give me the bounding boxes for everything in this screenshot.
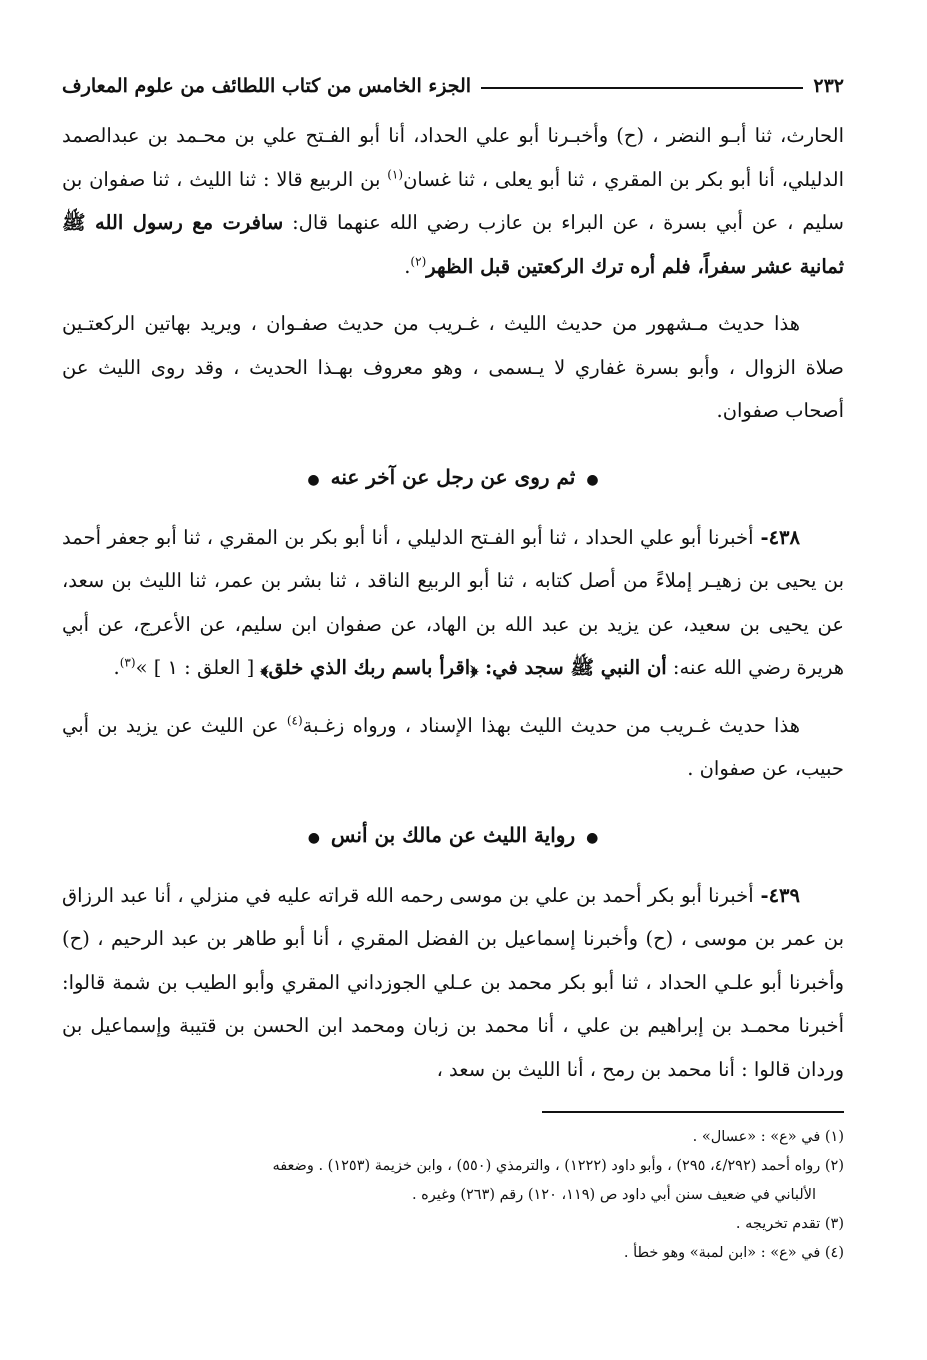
hadith-text: سافرت مع رسول الله ﷺ ثمانية عشر سفراً، فلم أره ترك الركعتين قبل الظهر xyxy=(62,211,844,278)
commentary-paragraph xyxy=(62,704,844,791)
text-run: أخبرنا أبو علي الحداد ، ثنا أبو الفـتح الدليلي ، أنا أبو بكر بن المقري ، ثنا أبو جعفر أحمد بن يحيى بن زهيـر إملاءً من أصل كتابه ، ثنا أبو الربيع الناقد ، ثنا بشر بن عمر، ثنا الليث بن سعد، عن يحيى بن سعيد، عن يزيد بن عبد الله بن الهاد، عن صفوان ابن سليم، عن الأعرج، عن أبي هريرة رضي الله عنه: xyxy=(62,525,844,679)
header-rule xyxy=(481,87,803,89)
bullet-icon: ● xyxy=(586,829,599,846)
running-title: الجزء الخامس من كتاب اللطائف من علوم المعارف xyxy=(62,75,472,97)
text-run: أخبرنا أبو بكر أحمد بن علي بن موسى رحمه الله قراته عليه في منزلي ، أنا عبد الرزاق بن عمر بن موسى ، (ح) وأخبرنا إسماعيل بن الفضل المقري ، أنا أبو طاهر بن عبد الرحيم ، (ح) وأخبرنا أبو علـي الحداد ، ثنا أبو بكر محمد بن عـلي الجوزداني المقري وأبو الطيب بن شمة قالوا: أخبرنا محمـد بن إبراهيم بن علي ، أنا محمد بن زبان ومحمد ابن الحسن بن قتيبة وإسماعيل بن وردان قالوا : أنا محمد بن رمح ، أنا الليث بن سعد ، xyxy=(62,883,844,1081)
footnote-ref-4: (٤) xyxy=(286,713,303,727)
text-run: هذا حديث غـريب من حديث الليث بهذا الإسناد ، ورواه زغـبة xyxy=(302,713,800,737)
commentary-paragraph: هذا حديث مـشهور من حديث الليث ، غـريب من حديث صفـوان ، ويريد بهاتين الركعتـين صلاة الزوال ، وأبو بسرة غفاري لا يـسمى ، وهو معروف بهـذا الحديث ، وقد روى الليث عن أصحاب صفوان. xyxy=(62,312,844,422)
footnote-ref-3: (٣) xyxy=(119,655,136,670)
hadith-number: ٤٣٩- xyxy=(753,883,800,907)
page-number: ٢٣٢ xyxy=(813,75,844,97)
footnote-ref-1: (١) xyxy=(387,167,404,181)
footnote-ref-2: (٢) xyxy=(410,254,427,268)
footnote-separator xyxy=(542,1111,844,1113)
text-run: الحارث، ثنا أبـو النضر ، (ح) وأخبـرنا أبو علي الحداد، أنا أبو الفـتح علي بن محـمد بن عبدالصمد الدليلي، أنا أبو بكر بن المقري ، ثنا أبو يعلى ، ثنا غسان xyxy=(62,124,844,191)
text-run: . xyxy=(113,656,120,679)
hadith-text: أن النبي ﷺ سجد في: ﴿اقرأ باسم ربك الذي خلق﴾ xyxy=(260,656,667,679)
running-header xyxy=(62,70,844,102)
paragraph-continuation xyxy=(62,114,844,288)
book-page xyxy=(62,70,844,1310)
hadith-paragraph xyxy=(62,874,844,1092)
bullet-icon: ● xyxy=(307,829,320,846)
footnote-1: (١) في «ع» : «عسال» . xyxy=(692,1129,844,1145)
footnote-2: (٢) رواه أحمد (٤/٢٩٢، ٢٩٥) ، وأبو داود (١٢٢٢) ، والترمذي (٥٥٠) ، وابن خزيمة (١٢٥٣) . وضعفه xyxy=(272,1158,844,1174)
hadith-paragraph xyxy=(62,516,844,690)
bullet-icon: ● xyxy=(307,471,320,488)
hadith-number: ٤٣٨- xyxy=(753,525,800,549)
footnote-2-continuation: الألباني في ضعيف سنن أبي داود ص (١١٩، ١٢٠) رقم (٢٦٣) وغيره . xyxy=(411,1187,816,1203)
bullet-icon: ● xyxy=(586,471,599,488)
section-heading xyxy=(62,457,844,500)
text-run: بن الربيع قالا : ثنا الليث ، ثنا صفوان بن سليم ، عن أبي بسرة ، عن البراء بن عازب رضي الله عنهما قال: xyxy=(62,167,844,234)
text-run: عن الليث عن يزيد بن أبي حبيب، عن صفوان . xyxy=(62,713,844,780)
footnote-3: (٣) تقدم تخريجه . xyxy=(735,1216,844,1232)
text-run: . xyxy=(404,254,411,278)
text-run: [ العلق : ١ ] » xyxy=(135,656,261,679)
section-heading-text: ثم روى عن رجل عن آخر عنه xyxy=(330,464,576,489)
footnote-4: (٤) في «ع» : «ابن لمبة» وهو خطأ . xyxy=(623,1245,844,1261)
section-heading-text: رواية الليث عن مالك بن أنس xyxy=(330,822,576,847)
section-heading xyxy=(62,815,844,858)
